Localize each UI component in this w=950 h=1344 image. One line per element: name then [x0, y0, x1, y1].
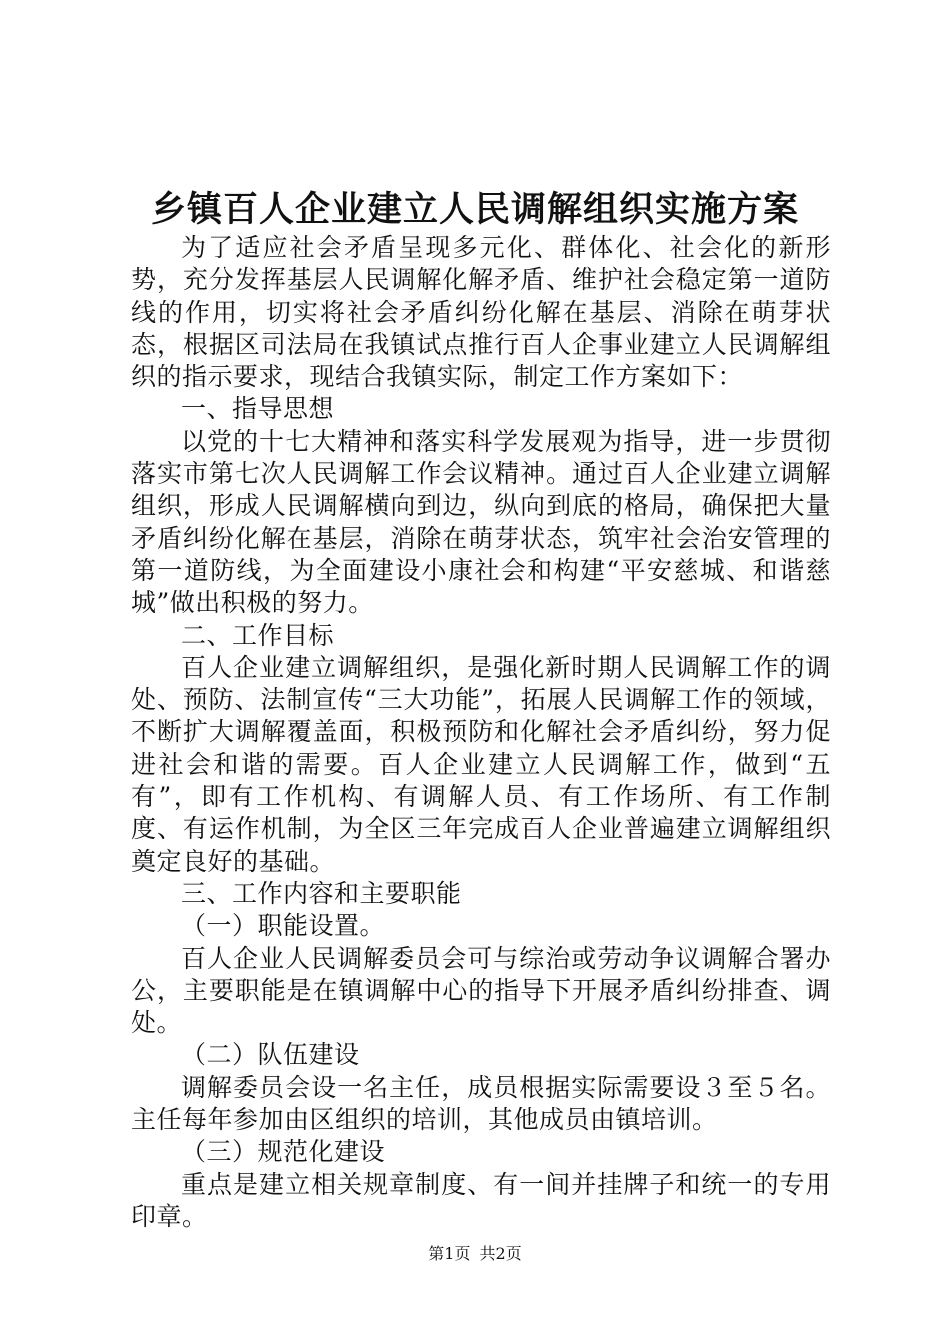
paragraph-team-building: 调解委员会设一名主任，成员根据实际需要设３至５名。主任每年参加由区组织的培训，其他成员由镇培训。: [131, 1072, 831, 1135]
heading-guiding-ideology: 一、指导思想: [181, 394, 335, 424]
page-footer: [0, 1244, 950, 1264]
paragraph-standardization: 重点是建立相关规章制度、有一间并挂牌子和统一的专用印章。: [131, 1169, 831, 1231]
paragraph-intro: 为了适应社会矛盾呈现多元化、群体化、社会化的新形势，充分发挥基层人民调解化解矛盾、维护社会稳定第一道防线的作用，切实将社会矛盾纠纷化解在基层、消除在萌芽状态，根据区司法局在我镇试点推行百人企事业建立人民调解组织的指示要求，现结合我镇实际，制定工作方案如下：: [131, 233, 831, 392]
page-number: 第1页: [428, 1244, 471, 1263]
subheading-standardization: （三）规范化建设: [181, 1137, 386, 1167]
heading-work-goals: 二、工作目标: [181, 620, 335, 650]
page-total: 共2页: [479, 1244, 522, 1263]
subheading-function-setup: （一）职能设置。: [181, 911, 386, 941]
paragraph-function-setup: 百人企业人民调解委员会可与综治或劳动争议调解合署办公，主要职能是在镇调解中心的指导下开展矛盾纠纷排查、调处。: [131, 943, 831, 1038]
document-body: [131, 232, 831, 1233]
paragraph-guiding-ideology: 以党的十七大精神和落实科学发展观为指导，进一步贯彻落实市第七次人民调解工作会议精神。通过百人企业建立调解组织，形成人民调解横向到边，纵向到底的格局，确保把大量矛盾纠纷化解在基层，消除在萌芽状态，筑牢社会治安管理的第一道防线，为全面建设小康社会和构建“平安慈城、和谐慈城”做出积极的努力。: [131, 426, 831, 618]
heading-work-content: 三、工作内容和主要职能: [181, 878, 462, 908]
subheading-team-building: （二）队伍建设: [181, 1040, 360, 1070]
document-title: 乡镇百人企业建立人民调解组织实施方案: [150, 189, 799, 230]
paragraph-work-goals: 百人企业建立调解组织，是强化新时期人民调解工作的调处、预防、法制宣传“三大功能”，拓展人民调解工作的领域，不断扩大调解覆盖面，积极预防和化解社会矛盾纠纷，努力促进社会和谐的需要。百人企业建立人民调解工作，做到“五有”，即有工作机构、有调解人员、有工作场所、有工作制度、有运作机制，为全区三年完成百人企业普遍建立调解组织奠定良好的基础。: [131, 652, 831, 876]
